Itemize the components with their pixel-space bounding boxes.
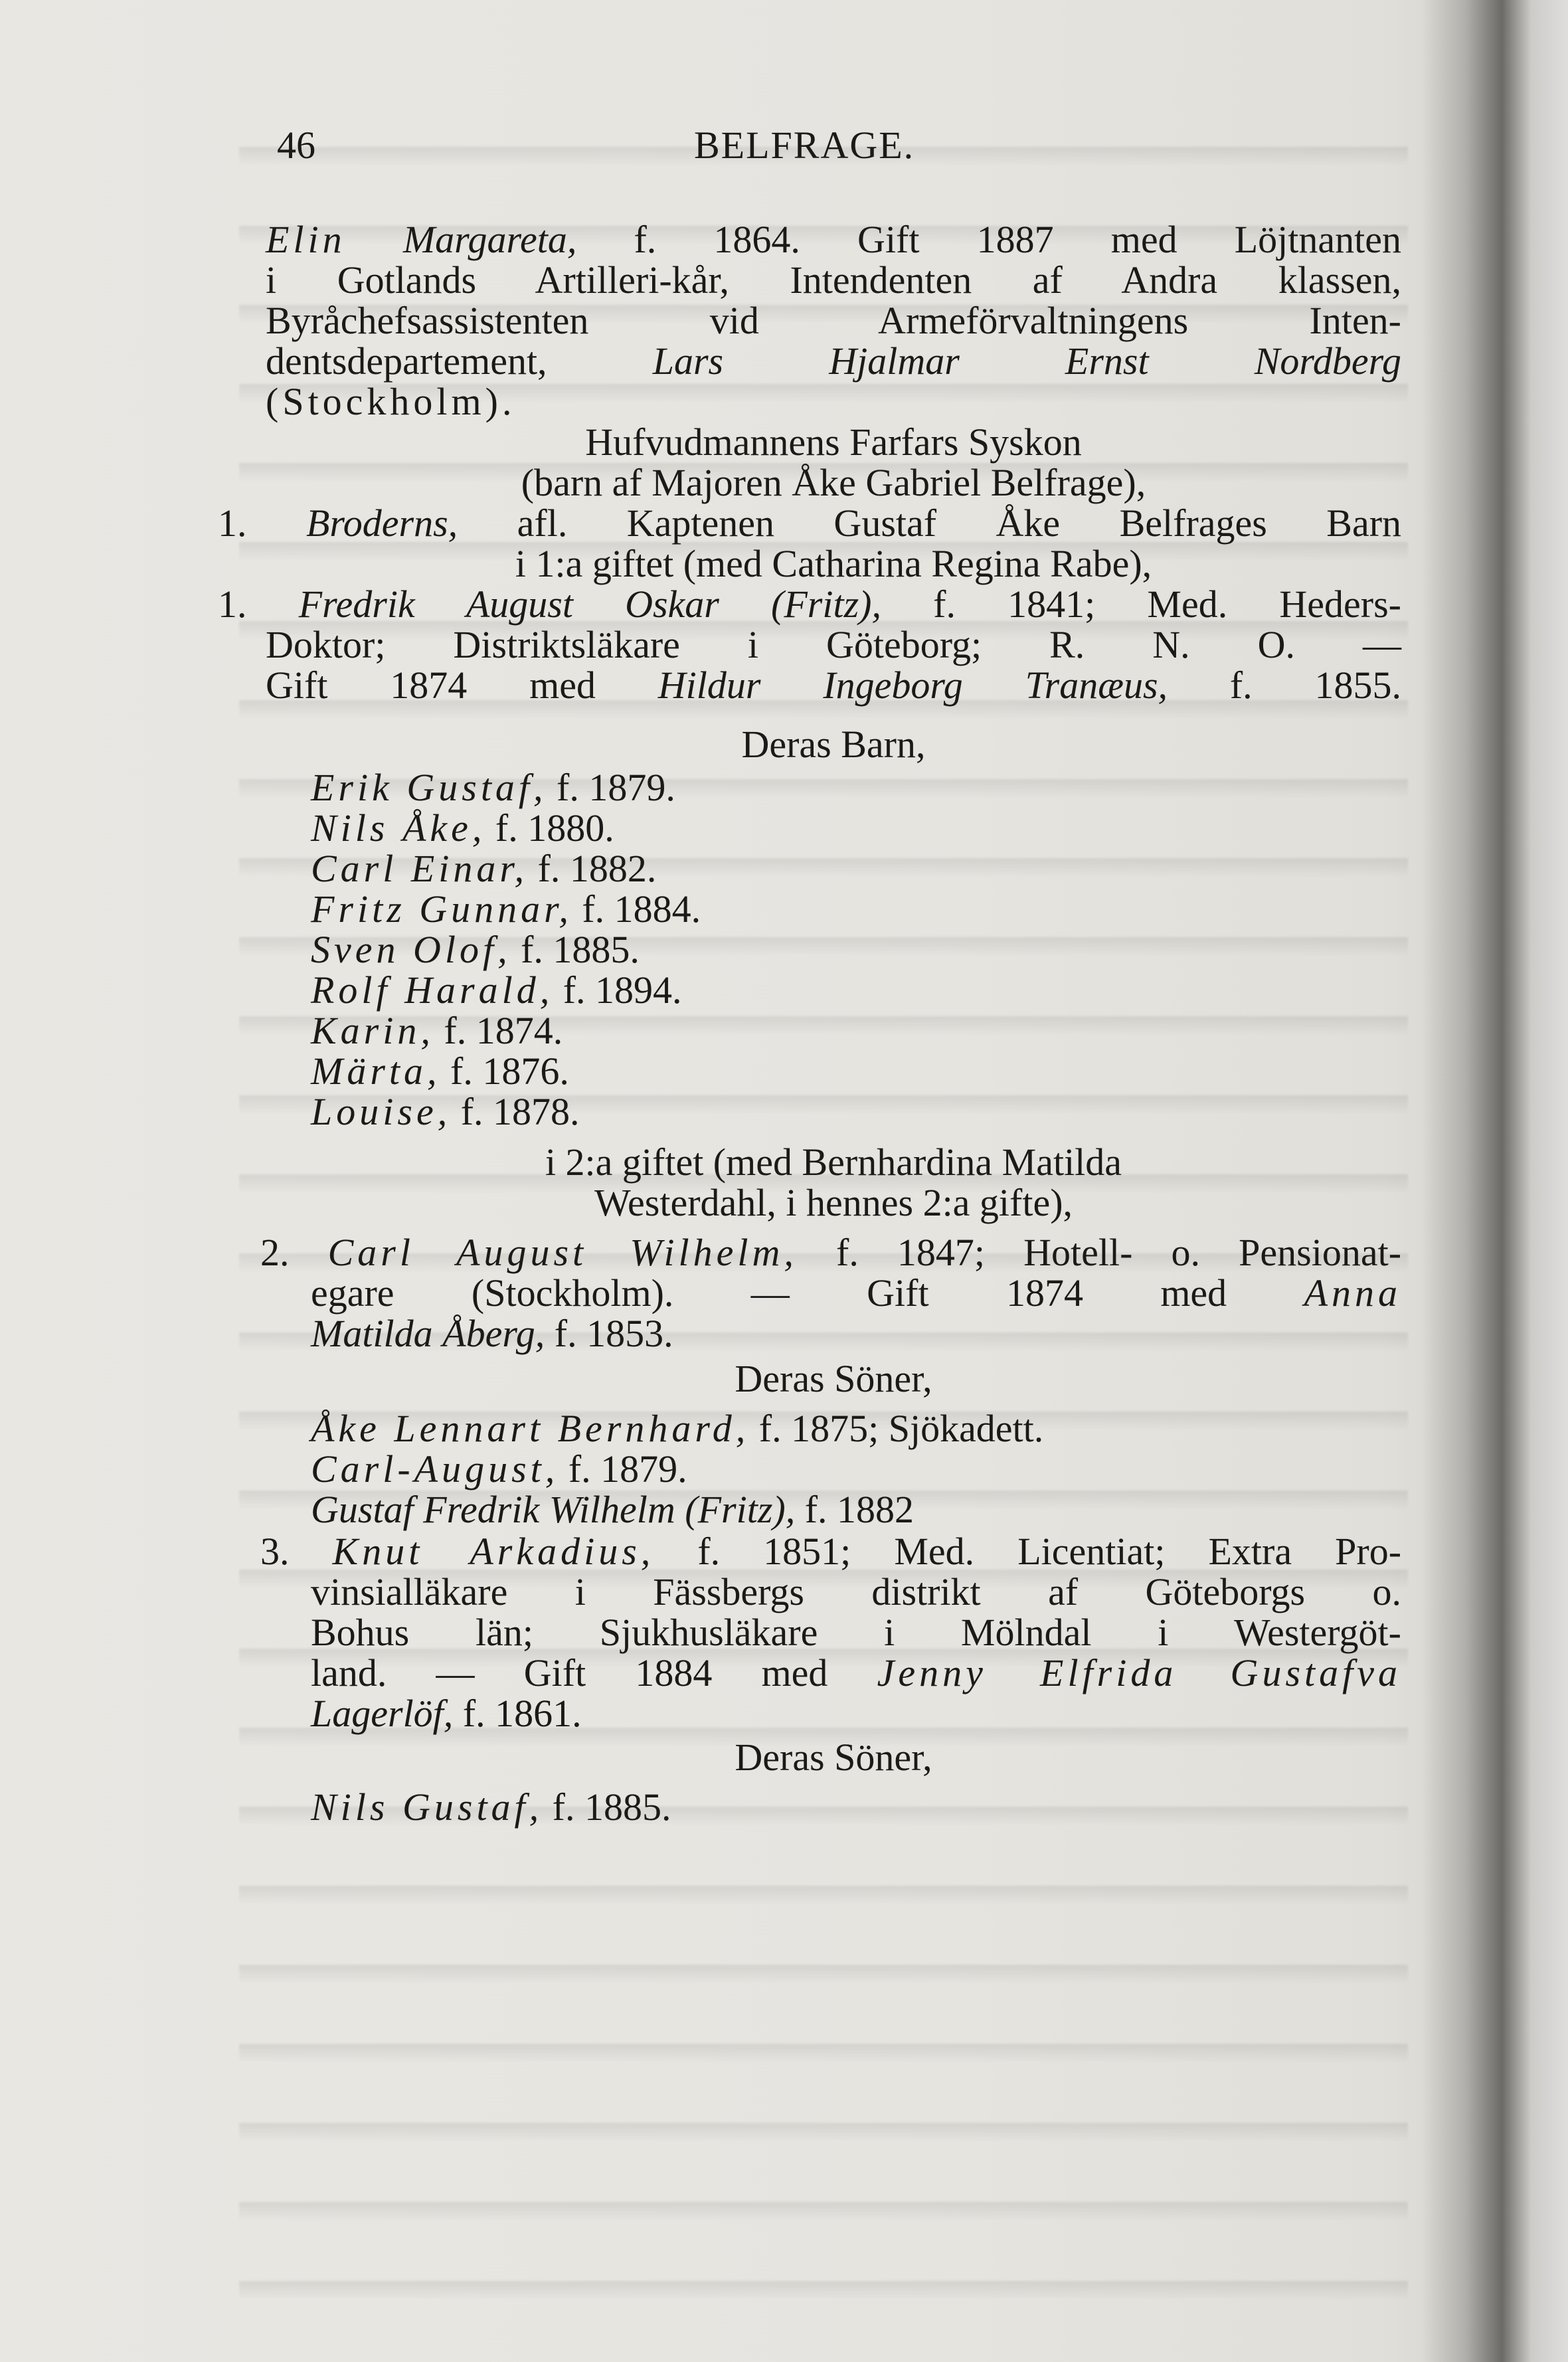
text-line: Matilda Åberg, f. 1853. xyxy=(311,1312,673,1355)
text-line: (Stockholm). xyxy=(266,380,516,423)
child-line: Fritz Gunnar, f. 1884. xyxy=(311,887,701,931)
child-line: Erik Gustaf, f. 1879. xyxy=(311,766,675,809)
child-line: Gustaf Fredrik Wilhelm (Fritz), f. 1882 xyxy=(311,1488,915,1531)
page-header xyxy=(0,123,1568,176)
section-heading: Hufvudmannens Farfars Syskon xyxy=(585,420,1082,464)
section-heading: i 1:a giftet (med Catharina Regina Rabe), xyxy=(515,542,1152,585)
text-line: dentsdepartement, Lars Hjalmar Ernst Nordberg xyxy=(266,339,1401,383)
section-heading: Deras Söner, xyxy=(735,1357,932,1400)
text-line: Lagerlöf, f. 1861. xyxy=(311,1692,582,1735)
text-line: vinsialläkare i Fässbergs distrikt af Göteborgs o. xyxy=(311,1570,1401,1613)
entry-line: 2. Carl August Wilhelm, f. 1847; Hotell- o. Pensionat- xyxy=(260,1231,1402,1274)
child-line: Carl Einar, f. 1882. xyxy=(311,847,657,890)
child-line: Åke Lennart Bernhard, f. 1875; Sjökadett. xyxy=(311,1407,1044,1450)
child-line: Nils Åke, f. 1880. xyxy=(311,806,614,850)
child-line: Nils Gustaf, f. 1885. xyxy=(311,1785,671,1829)
running-title: BELFRAGE. xyxy=(694,124,915,167)
entry-line: 1. Fredrik August Oskar (Fritz), f. 1841; Med. Heders- xyxy=(218,583,1401,626)
book-gutter xyxy=(1421,0,1568,2362)
section-heading: Westerdahl, i hennes 2:a gifte), xyxy=(594,1181,1073,1224)
text-line: egare (Stockholm). — Gift 1874 med Anna xyxy=(311,1271,1401,1315)
child-line: Karin, f. 1874. xyxy=(311,1009,563,1052)
child-line: Louise, f. 1878. xyxy=(311,1090,580,1133)
text-line: land. — Gift 1884 med Jenny Elfrida Gustafva xyxy=(311,1651,1401,1694)
section-heading: Deras Söner, xyxy=(735,1736,932,1779)
child-line: Rolf Harald, f. 1894. xyxy=(311,968,682,1012)
text-line: Byråchefsassistenten vid Armeförvaltningens Inten- xyxy=(266,299,1401,342)
text-line: Elin Margareta, f. 1864. Gift 1887 med Löjtnanten xyxy=(266,218,1402,261)
section-heading: i 2:a giftet (med Bernhardina Matilda xyxy=(545,1140,1122,1184)
entry-line: 1. Broderns, afl. Kaptenen Gustaf Åke Belfrages Barn xyxy=(218,501,1402,545)
section-heading: Deras Barn, xyxy=(741,723,926,766)
page-number: 46 xyxy=(277,124,315,167)
text-line: i Gotlands Artilleri-kår, Intendenten af Andra klassen, xyxy=(266,258,1401,302)
text-line: Gift 1874 med Hildur Ingeborg Tranæus, f. 1855. xyxy=(266,664,1402,707)
text-line: Bohus län; Sjukhusläkare i Mölndal i Westergöt- xyxy=(311,1611,1401,1654)
child-line: Carl-August, f. 1879. xyxy=(311,1447,687,1491)
child-line: Sven Olof, f. 1885. xyxy=(311,928,640,971)
section-heading: (barn af Majoren Åke Gabriel Belfrage), xyxy=(521,461,1146,504)
text-line: Doktor; Distriktsläkare i Göteborg; R. N. O. — xyxy=(266,623,1401,666)
child-line: Märta, f. 1876. xyxy=(311,1049,569,1093)
entry-line: 3. Knut Arkadius, f. 1851; Med. Licentiat; Extra Pro- xyxy=(260,1530,1402,1573)
